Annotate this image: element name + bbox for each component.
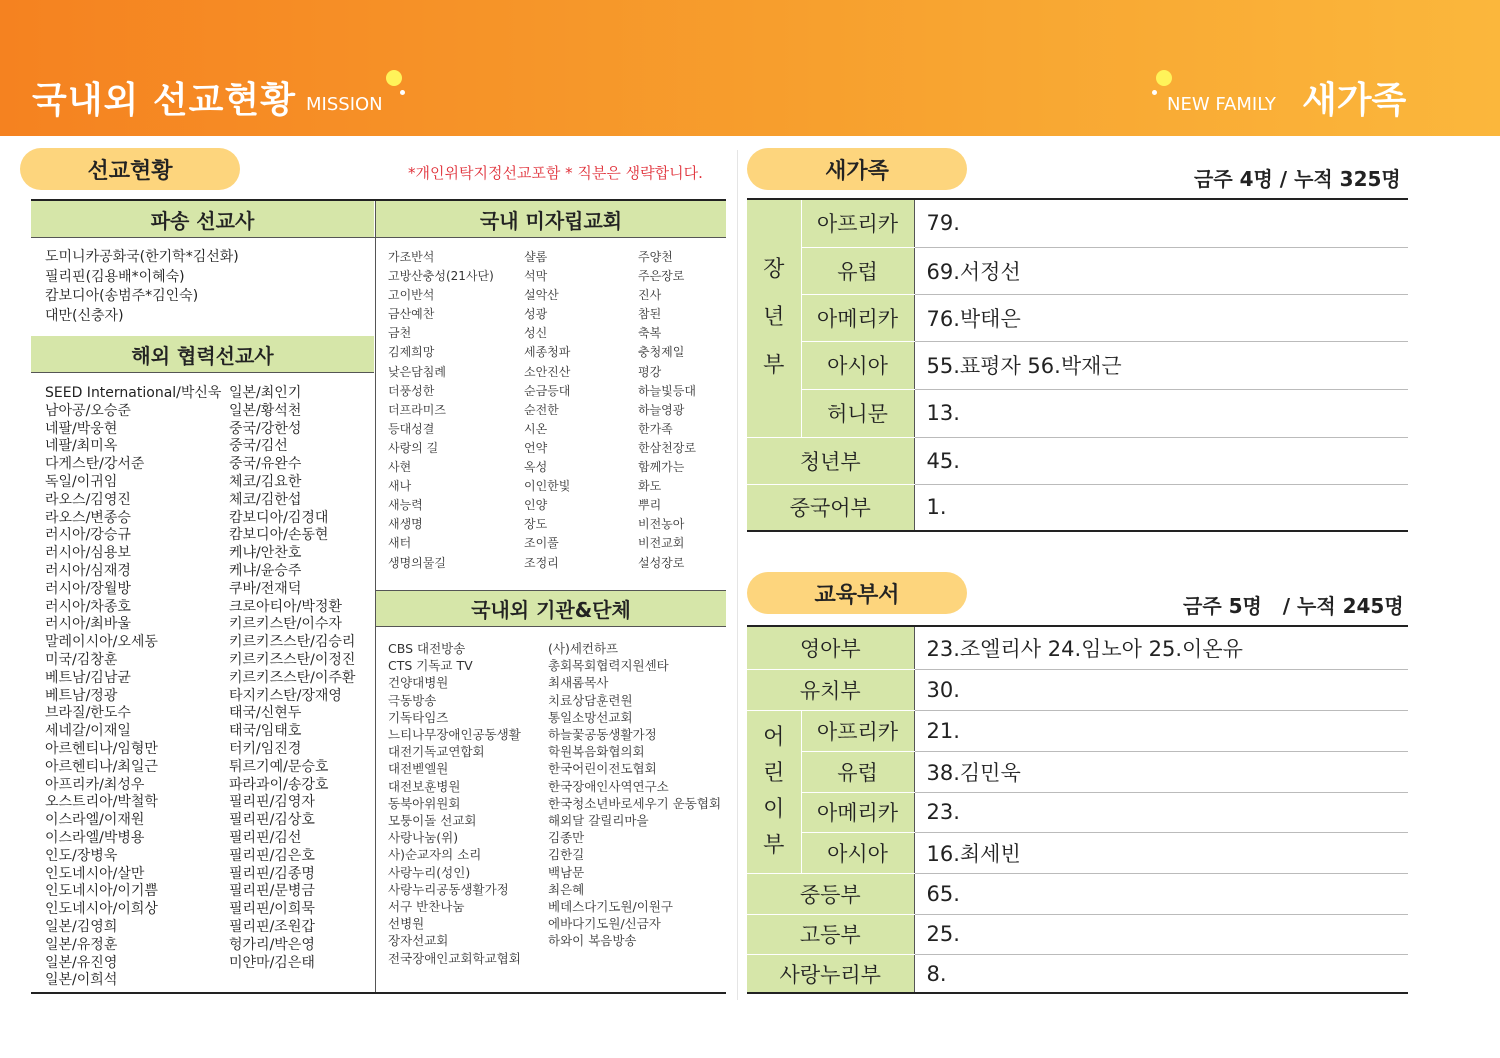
group-label-char: 린 <box>763 760 785 786</box>
domestic-church-item: 조정리 <box>524 555 559 570</box>
orgs-rule <box>376 626 726 627</box>
org-item: 대전기독교연합회 <box>388 744 485 760</box>
domestic-church-item: 낮은담침례 <box>388 364 446 379</box>
row-label: 아시아 <box>801 341 914 389</box>
overseas-item: 러시아/심용보 <box>45 545 131 562</box>
row-value: 76.박태은 <box>914 294 1408 341</box>
white-dot-icon <box>1152 90 1157 95</box>
org-item: 최은혜 <box>548 881 585 897</box>
overseas-item: 네팔/박웅현 <box>45 420 118 437</box>
overseas-item: 케냐/윤승주 <box>229 562 302 579</box>
domestic-church-item: 세종청파 <box>524 345 571 360</box>
overseas-item: 이스라엘/이재원 <box>45 812 145 829</box>
domestic-church-item: 뿌리 <box>638 498 662 513</box>
overseas-item: 인도네시아/이기쁨 <box>45 883 158 900</box>
overseas-item: 세네갈/이재일 <box>45 723 131 740</box>
yellow-dot-icon <box>386 70 402 86</box>
overseas-item: 일본/황석천 <box>229 402 302 419</box>
row-label: 유럽 <box>801 751 914 792</box>
org-item: 베데스다기도원/이원구 <box>548 899 673 915</box>
org-item: 사랑누리공동생활가정 <box>388 881 509 897</box>
header-rule <box>31 237 726 238</box>
overseas-item: 러시아/장월방 <box>45 580 131 597</box>
dispatched-item: 대만(신충자) <box>45 307 124 324</box>
overseas-item: 태국/신현두 <box>229 705 302 722</box>
domestic-church-item: 인양 <box>524 498 548 513</box>
overseas-item: 인도네시아/살만 <box>45 865 145 882</box>
org-item: 사랑나눔(위) <box>388 830 459 846</box>
overseas-item: 이스라엘/박병용 <box>45 829 145 846</box>
org-item: 하와이 복음방송 <box>548 933 637 949</box>
domestic-church-item: 설성장로 <box>638 555 685 570</box>
overseas-item: 중국/유완수 <box>229 456 302 473</box>
overseas-item: 필리핀/김영자 <box>229 794 315 811</box>
overseas-item: 키르키즈스탄/김승리 <box>229 634 356 651</box>
domestic-church-item: 사현 <box>388 460 412 475</box>
yellow-dot-icon <box>1156 70 1172 86</box>
mission-note: *개인위탁지정선교포함 * 직분은 생략합니다. <box>408 164 703 182</box>
domestic-church-item: 한삼천장로 <box>638 440 696 455</box>
row-value: 16.최세빈 <box>914 832 1408 873</box>
org-item: 사랑누리(성인) <box>388 864 471 880</box>
overseas-item: 필리핀/문병금 <box>229 883 315 900</box>
overseas-item: 네팔/최미옥 <box>45 438 118 455</box>
row-value: 45. <box>914 437 1408 484</box>
domestic-church-item: 석막 <box>524 269 548 284</box>
domestic-church-item: 고이반석 <box>388 288 435 303</box>
org-item: 서구 반찬나눔 <box>388 899 465 915</box>
overseas-item: 태국/임태호 <box>229 723 302 740</box>
row-value: 25. <box>914 914 1408 954</box>
org-item: 느티나무장애인공동생활 <box>388 727 521 743</box>
domestic-church-item: 등대성결 <box>388 421 435 436</box>
org-item: 총회목회협력지원센타 <box>548 658 669 674</box>
row-label: 아프리카 <box>801 710 914 751</box>
row-label: 유치부 <box>747 669 914 710</box>
white-dot-icon <box>400 90 405 95</box>
domestic-church-item: 진사 <box>638 288 662 303</box>
overseas-item: 중국/김선 <box>229 438 288 455</box>
overseas-item: 체코/김요한 <box>229 473 302 490</box>
overseas-item: 오스트리아/박철학 <box>45 794 158 811</box>
overseas-header: 해외 협력선교사 <box>31 336 374 372</box>
org-item: 사)순교자의 소리 <box>388 847 482 863</box>
overseas-item: 필리핀/김선 <box>229 829 302 846</box>
mission-pill: 선교현황 <box>20 148 240 190</box>
overseas-item: 일본/김영희 <box>45 918 118 935</box>
overseas-item: 타지키스탄/장재영 <box>229 687 342 704</box>
newfamily-table <box>747 200 1408 530</box>
overseas-item: 필리핀/김은호 <box>229 847 315 864</box>
row-label: 중등부 <box>747 873 914 914</box>
orgs-list-col1 <box>388 640 521 967</box>
row-label: 아프리카 <box>801 200 914 247</box>
org-item: 백남문 <box>548 864 585 880</box>
overseas-item: 체코/김한섭 <box>229 491 302 508</box>
org-item: 장자선교회 <box>388 933 449 949</box>
education-count: 금주 5명 / 누적 245명 <box>1183 594 1404 618</box>
domestic-church-item: 생명의물길 <box>388 555 446 570</box>
newfamily-header-subtitle: NEW FAMILY <box>1167 94 1276 115</box>
org-item: 하늘꽃공동생활가정 <box>548 727 657 743</box>
overseas-item: 러시아/강승규 <box>45 527 131 544</box>
org-item: 치료상담훈련원 <box>548 692 633 708</box>
overseas-item: 일본/이희석 <box>45 972 118 989</box>
domestic-church-item: 새생명 <box>388 517 423 532</box>
org-item: 극동방송 <box>388 692 437 708</box>
overseas-item: 브라질/한도수 <box>45 705 131 722</box>
domestic-church-item: 고방산충성(21사단) <box>388 269 494 284</box>
domestic-church-item: 더풍성한 <box>388 383 435 398</box>
domestic-church-item: 가조반석 <box>388 250 435 264</box>
newfamily-bottom-rule <box>747 530 1408 532</box>
domestic-list-col1 <box>388 248 494 573</box>
overseas-item: 독일/이귀임 <box>45 473 118 490</box>
org-item: 통일소망선교회 <box>548 709 633 725</box>
domestic-church-item: 샬롬 <box>524 250 548 264</box>
domestic-church-item: 언약 <box>524 440 548 455</box>
domestic-church-item: 금천 <box>388 326 412 341</box>
org-item: 김한길 <box>548 847 585 863</box>
org-item: 한국장애인사역연구소 <box>548 778 669 794</box>
domestic-church-item: 시온 <box>524 421 548 436</box>
row-value: 23.조엘리사 24.임노아 25.이온유 <box>914 627 1408 669</box>
domestic-church-item: 이인한빛 <box>524 479 571 494</box>
overseas-item: 아르헨티나/임형만 <box>45 740 158 757</box>
domestic-church-item: 순금등대 <box>524 383 571 398</box>
overseas-item: 필리핀/김종명 <box>229 865 315 882</box>
row-value: 79. <box>914 200 1408 247</box>
overseas-list-col1 <box>45 385 221 990</box>
row-value: 23. <box>914 792 1408 832</box>
dispatched-item: 필리핀(김용배*이혜숙) <box>45 268 185 285</box>
overseas-item: 케냐/안찬호 <box>229 545 302 562</box>
group-label-char: 어 <box>763 724 785 750</box>
domestic-church-item: 장도 <box>524 517 548 532</box>
row-label: 청년부 <box>747 437 914 484</box>
overseas-item: 일본/유정훈 <box>45 936 118 953</box>
domestic-header: 국내 미자립교회 <box>376 201 726 237</box>
overseas-item: 헝가리/박은영 <box>229 936 315 953</box>
overseas-item: 인도/장병욱 <box>45 847 118 864</box>
dispatched-header: 파송 선교사 <box>31 201 374 237</box>
org-item: CBS 대전방송 <box>388 641 466 656</box>
domestic-church-item: 한가족 <box>638 421 673 436</box>
education-group-label <box>747 710 801 873</box>
newfamily-count: 금주 4명 / 누적 325명 <box>1194 167 1401 191</box>
bottom-rule <box>31 992 726 994</box>
overseas-item: 캄보디아/김경대 <box>229 509 329 526</box>
domestic-church-item: 화도 <box>638 479 662 494</box>
domestic-church-item: 더프라미즈 <box>388 402 446 417</box>
header-band <box>0 0 1500 136</box>
dispatched-item: 캄보디아(송범주*김인숙) <box>45 288 199 305</box>
row-label: 아메리카 <box>801 294 914 341</box>
domestic-church-item: 함께가는 <box>638 460 685 475</box>
newfamily-group-label <box>747 200 801 437</box>
overseas-item: 중국/강한성 <box>229 420 302 437</box>
overseas-item: 말레이시아/오세동 <box>45 634 158 651</box>
org-item: 최새롬목사 <box>548 675 609 691</box>
overseas-item: 러시아/최바울 <box>45 616 131 633</box>
education-bottom-rule <box>747 992 1408 994</box>
group-label-char: 장 <box>763 257 785 283</box>
domestic-church-item: 새터 <box>388 536 412 551</box>
row-label: 아메리카 <box>801 792 914 832</box>
domestic-church-item: 하늘영광 <box>638 402 685 417</box>
row-value: 30. <box>914 669 1408 710</box>
overseas-item: 쿠바/전재덕 <box>229 580 302 597</box>
domestic-church-item: 참된 <box>638 307 662 322</box>
overseas-item: 남아공/오승준 <box>45 402 131 419</box>
overseas-list-col2 <box>229 385 355 972</box>
overseas-item: 러시아/차종호 <box>45 598 131 615</box>
org-item: 동북아위원회 <box>388 795 461 811</box>
overseas-item: 일본/유진영 <box>45 954 118 971</box>
org-item: 에바다기도원/신금자 <box>548 916 661 932</box>
overseas-item: 일본/최인기 <box>229 385 302 401</box>
group-label-char: 부 <box>763 832 785 858</box>
overseas-item: 키르키스탄/이수자 <box>229 616 342 633</box>
row-label: 영아부 <box>747 627 914 669</box>
org-item: CTS 기독교 TV <box>388 658 473 674</box>
domestic-church-item: 평강 <box>638 364 662 379</box>
overseas-item: 다게스탄/강서준 <box>45 456 145 473</box>
orgs-header: 국내외 기관&단체 <box>376 590 726 626</box>
domestic-church-item: 옥성 <box>524 460 548 475</box>
domestic-church-item: 성신 <box>524 326 548 341</box>
domestic-church-item: 설악산 <box>524 288 559 303</box>
domestic-church-item: 주은장로 <box>638 269 685 284</box>
dispatched-item: 도미니카공화국(한기학*김선화) <box>45 249 239 265</box>
overseas-item: 라오스/변종승 <box>45 509 131 526</box>
overseas-item: 아르헨티나/최일근 <box>45 758 158 775</box>
overseas-item: 러시아/심재경 <box>45 562 131 579</box>
row-label: 중국어부 <box>747 484 914 530</box>
overseas-item: SEED International/박신욱 <box>45 385 222 401</box>
domestic-church-item: 성광 <box>524 307 548 322</box>
overseas-item: 베트남/김남균 <box>45 669 131 686</box>
org-item: 기독타임즈 <box>388 709 449 725</box>
domestic-church-item: 사랑의 길 <box>388 440 439 455</box>
org-item: 대전보훈병원 <box>388 778 461 794</box>
domestic-church-item: 축복 <box>638 326 662 341</box>
domestic-church-item: 금산예찬 <box>388 307 435 322</box>
overseas-item: 아프리카/최성우 <box>45 776 145 793</box>
overseas-item: 인도네시아/이희상 <box>45 901 158 918</box>
overseas-item: 라오스/김영진 <box>45 491 131 508</box>
domestic-church-item: 새능력 <box>388 498 423 513</box>
group-label-char: 년 <box>763 305 785 331</box>
row-label: 고등부 <box>747 914 914 954</box>
group-label-char: 이 <box>763 796 785 822</box>
org-item: 모퉁이돌 선교회 <box>388 813 477 829</box>
education-table <box>747 627 1408 994</box>
domestic-church-item: 김제희망 <box>388 345 435 360</box>
newfamily-pill: 새가족 <box>747 148 967 190</box>
domestic-church-item: 하늘빛등대 <box>638 383 696 398</box>
row-value: 8. <box>914 954 1408 994</box>
column-divider <box>737 150 738 1000</box>
domestic-church-item: 조이풀 <box>524 536 559 551</box>
overseas-item: 크로아티아/박정환 <box>229 598 342 615</box>
overseas-item: 미얀마/김은태 <box>229 954 315 971</box>
overseas-item: 터키/임진경 <box>229 740 302 757</box>
row-value: 55.표평자 56.박재근 <box>914 341 1408 389</box>
row-value: 69.서정선 <box>914 247 1408 294</box>
domestic-church-item: 비전교회 <box>638 536 685 551</box>
dispatched-list <box>45 248 239 326</box>
overseas-item: 키르키즈스탄/이정진 <box>229 651 356 668</box>
domestic-church-item: 비전농아 <box>638 517 685 532</box>
row-label: 허니문 <box>801 389 914 437</box>
domestic-church-item: 순전한 <box>524 402 559 417</box>
domestic-church-item: 새나 <box>388 479 412 494</box>
org-item: 대전벧엘원 <box>388 761 449 777</box>
org-item: 학원복음화협의회 <box>548 744 645 760</box>
education-pill: 교육부서 <box>747 572 967 614</box>
row-label: 사랑누리부 <box>747 954 914 994</box>
org-item: 한국어린이전도협회 <box>548 761 657 777</box>
mission-header-title: 국내외 선교현황 <box>32 80 296 121</box>
domestic-list-col3 <box>638 248 696 573</box>
row-value: 65. <box>914 873 1408 914</box>
overseas-item: 베트남/정광 <box>45 687 118 704</box>
orgs-list-col2 <box>548 640 721 950</box>
org-item: 한국청소년바로세우기 운동협회 <box>548 795 722 811</box>
org-item: (사)세컨하프 <box>548 641 619 656</box>
overseas-item: 튀르기예/문승호 <box>229 758 329 775</box>
row-label: 유럽 <box>801 247 914 294</box>
row-value: 13. <box>914 389 1408 437</box>
overseas-item: 필리핀/김상호 <box>229 812 315 829</box>
org-item: 김종만 <box>548 830 585 846</box>
domestic-church-item: 주양천 <box>638 250 673 264</box>
org-item: 선병원 <box>388 916 425 932</box>
row-value: 21. <box>914 710 1408 751</box>
overseas-item: 키르키즈스탄/이주환 <box>229 669 356 686</box>
overseas-item: 필리핀/이희묵 <box>229 901 315 918</box>
row-value: 1. <box>914 484 1408 530</box>
overseas-rule <box>31 372 374 373</box>
newfamily-header-title: 새가족 <box>1302 80 1407 121</box>
overseas-item: 필리핀/조원갑 <box>229 918 315 935</box>
org-item: 건양대병원 <box>388 675 449 691</box>
row-value: 38.김민욱 <box>914 751 1408 792</box>
domestic-church-item: 소안진산 <box>524 364 571 379</box>
org-item: 전국장애인교회학교협회 <box>388 950 521 966</box>
org-item: 해외달 갈릴리마을 <box>548 813 649 829</box>
domestic-church-item: 충청제일 <box>638 345 685 360</box>
domestic-list-col2 <box>524 248 570 573</box>
overseas-item: 미국/김창훈 <box>45 651 118 668</box>
overseas-item: 파라과이/송강호 <box>229 776 329 793</box>
overseas-item: 캄보디아/손동현 <box>229 527 329 544</box>
group-label-char: 부 <box>763 353 785 379</box>
row-label: 아시아 <box>801 832 914 873</box>
mission-header-subtitle: MISSION <box>306 94 383 115</box>
